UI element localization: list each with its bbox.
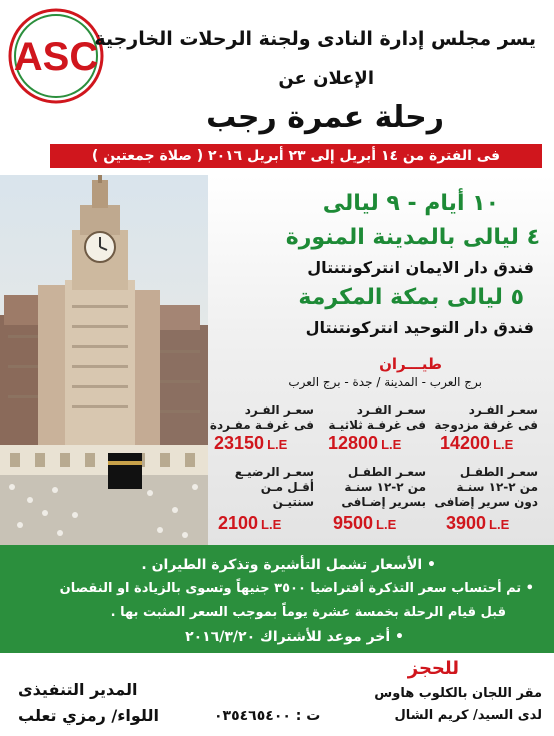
mecca-nights: ٥ ليالى بمكة المكرمة <box>298 285 524 310</box>
flight-label: طيـــران <box>379 355 442 373</box>
price-double-room: 14200 L.E <box>440 433 514 453</box>
trip-info-panel <box>208 175 554 545</box>
price-label-single: سعـر الفـرد فى غرفـة مفـردة <box>209 403 314 432</box>
flight-route: برج العرب - المدينة / جدة - برج العرب <box>288 375 482 389</box>
price-label-child-extra-bed: سعـر الطفـل من ٢-١٢ سنـة بسرير إضـافى <box>341 465 426 509</box>
booking-place: مقر اللجان بالكلوب هاوس <box>374 686 542 701</box>
page-title: رحلة عمرة رجب <box>206 100 444 135</box>
price-label-child-no-bed: سعـر الطفـل من ٢-١٢ سنـة دون سرير إضافى <box>434 465 538 509</box>
price-label-infant: سعـر الرضيـع أقـل مـن سنتيـن <box>234 465 314 509</box>
trip-duration: ١٠ أيام - ٩ ليالى <box>322 191 499 216</box>
logo-text: ASC <box>13 35 99 79</box>
notes-panel <box>0 545 554 653</box>
price-child-extra-bed: 9500 L.E <box>333 513 397 533</box>
mecca-clock-tower-photo <box>0 175 208 545</box>
note-3: قبل قيام الرحلة بخمسة عشرة يوماً بموجب السعر المثبت بها . <box>110 605 506 620</box>
booking-contact: لدى السيد/ كريم الشال <box>394 708 542 723</box>
medina-nights: ٤ ليالى بالمدينة المنورة <box>285 225 540 250</box>
price-child-no-bed: 3900 L.E <box>446 513 510 533</box>
date-banner <box>50 144 542 168</box>
note-2: • تم أحتساب سعر التذكرة أفتراضيا ٣٥٠٠ جنيهاً وتسوى بالزيادة او النقصان <box>59 581 534 596</box>
price-triple-room: 12800 L.E <box>328 433 402 453</box>
asc-logo <box>8 8 104 104</box>
mecca-hotel: فندق دار التوحيد انتركونتنتال <box>305 318 534 337</box>
note-1: • الأسعار تشمل التأشيرة وتذكرة الطيران . <box>141 557 436 573</box>
price-label-double: سعـر الفـرد فى غرفة مزدوجة <box>434 403 538 432</box>
date-banner-text: فى الفترة من ١٤ أبريل إلى ٢٣ أبريل ٢٠١٦ ( صلاة جمعتين ) <box>91 148 501 164</box>
price-single-room: 23150 L.E <box>214 433 288 453</box>
price-infant: 2100 L.E <box>218 513 282 533</box>
director-title: المدير التنفيذى <box>18 680 138 699</box>
price-label-triple: سعـر الفـرد فى غرفـة ثلاثيـة <box>328 403 426 432</box>
header-line-1: يسر مجلس إدارة النادى ولجنة الرحلات الخارجية <box>94 28 536 50</box>
director-name: اللواء/ رمزي تعلب <box>18 706 159 725</box>
booking-phone: ت : ٠٣٥٤٦٥٤٠٠ <box>214 708 321 724</box>
medina-hotel: فندق دار الايمان انتركونتنتال <box>307 258 534 277</box>
booking-label: للحجز <box>407 658 459 679</box>
note-4: • أخر موعد للأشتراك ٢٠١٦/٣/٢٠ <box>185 629 404 645</box>
header-line-2: الإعلان عن <box>278 68 374 89</box>
